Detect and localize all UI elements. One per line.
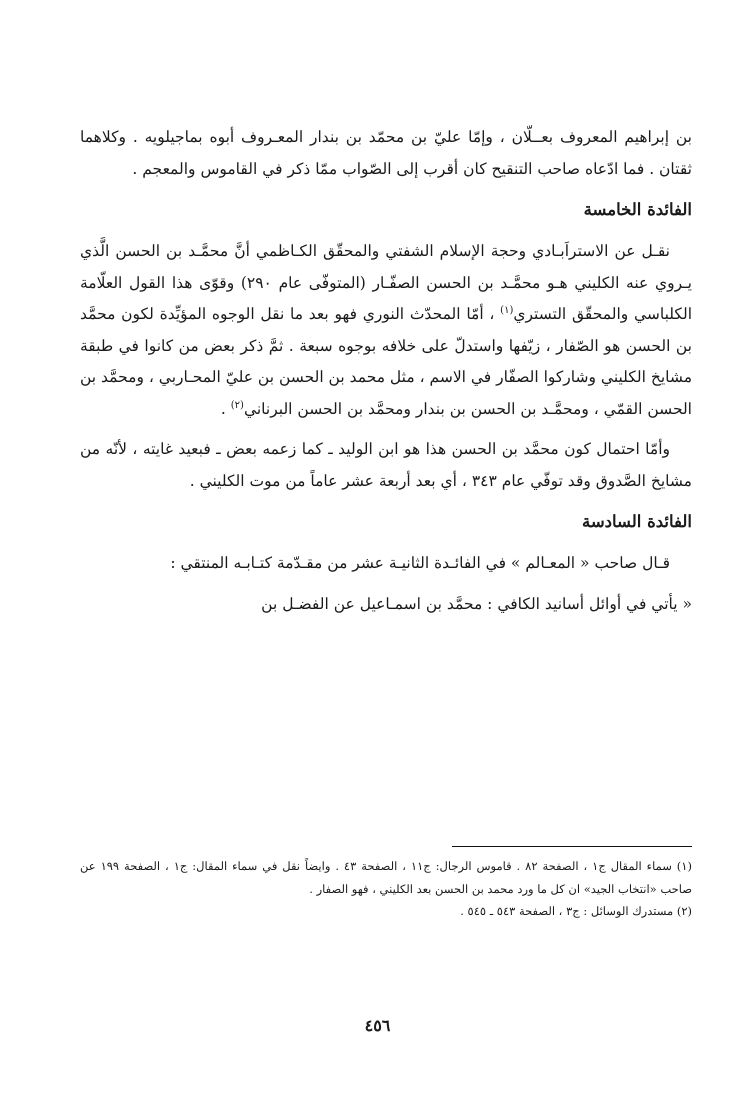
paragraph-3: وأمّا احتمال كون محمَّد بن الحسن هذا هو ابن الوليد ـ كما زعمه بعض ـ فبعيد غايته ، لأنّه من مشايخ الصَّدوق وقد توفّي عام ٣٤٣ ، أي بعد أربعة عشر عاماً من موت الكليني .	[80, 440, 692, 490]
paragraph-1: بن إبراهيم المعروف بعــلّان ، وإمّا عليّ بن محمّد بن بندار المعـروف أبوه بماجيلويه . وكلاهما ثقتان . فما ادّعاه صاحب التنقيح كان أقرب إلى الصّواب ممّا ذكر في القاموس والمعجم .	[80, 128, 693, 178]
footnotes	[80, 855, 692, 923]
page-number: ٤٥٦	[364, 1016, 391, 1035]
paragraph-2-part-c: .	[220, 399, 231, 418]
footnote-divider	[452, 846, 692, 847]
paragraph-4: قـال صاحب « المعـالم » في الفائـدة الثانيـة عشر من مقـدّمة كتـابـه المنتقي :	[170, 554, 670, 572]
section-heading-sixth: الفائدة السادسة	[581, 512, 692, 531]
footnote-ref-1: (١)	[500, 304, 514, 316]
footnote-2: (٢) مستدرك الوسائل : ج٣ ، الصفحة ٥٤٣ ـ ٥٤٥ .	[460, 904, 692, 918]
paragraph-2-part-b: ، أمّا المحدّث النوري فهو بعد ما نقل الوجوه المؤيِّدة لكون محمَّد بن الحسن هو الصّفار ، زيّفها واستدلّ على خلافه بوجوه سبعة . ثمَّ ذكر بعض من كانوا في طبقة مشايخ الكليني وشاركوا الصفّار في الاسم ، مثل محمد بن الحسن بن عليّ المحـاربي ، ومحمَّد بن الحسن القمّي ، ومحمَّـد بن الحسن بن بندار ومحمَّد بن الحسن البرناني	[80, 305, 692, 418]
paragraph-2	[80, 236, 692, 425]
section-heading-fifth: الفائدة الخامسة	[583, 200, 692, 219]
paragraph-2-part-a: نقـل عن الاستراَبـادي وحجة الإسلام الشفتي والمحقّق الكـاظمي أنَّ محمَّـد بن الحسن الَّذي يـروي عنه الكليني هـو محمَّـد بن الحسن الصفّـار (المتوفّى عام ٢٩٠) وقوّى هذا القول العلّامة الكلباسي والمحقّق التستري	[80, 242, 693, 323]
main-text	[80, 122, 692, 620]
footnote-1: (١) سماء المقال ج١ ، الصفحة ٨٢ . قاموس الرجال: ج١١ ، الصفحة ٤٣ . وايضاً نقل في سماء المقال: ج١ ، الصفحة ١٩٩ عن صاحب «انتخاب الجيد» ان كل ما ورد محمد بن الحسن بعد الكليني ، فهو الصفار .	[80, 859, 692, 896]
footnote-ref-2: (٢)	[230, 399, 244, 411]
paragraph-5: « يأتي في أوائل أسانيد الكافي : محمَّد بن اسمـاعيل عن الفضـل بن	[261, 594, 692, 613]
